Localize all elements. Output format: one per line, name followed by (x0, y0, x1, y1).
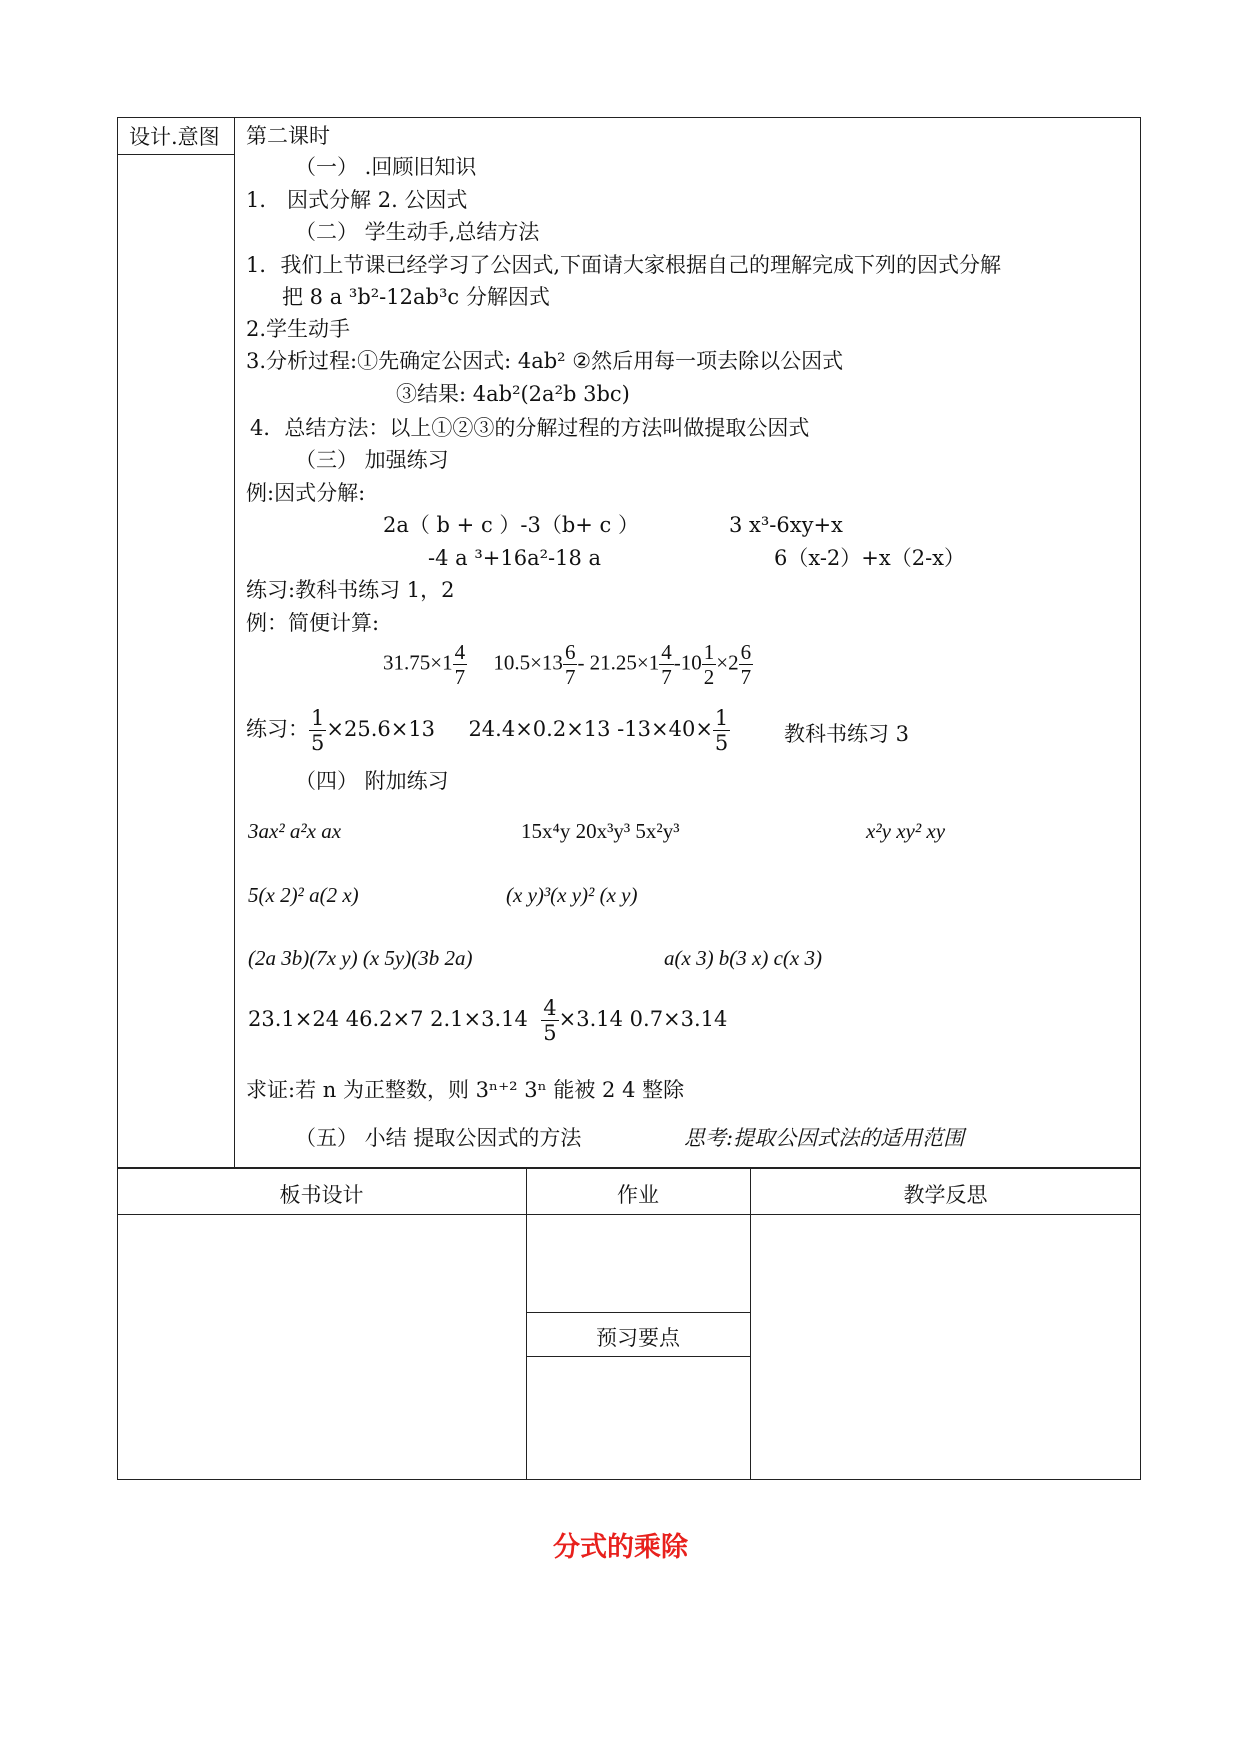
proof-line: 求证:若 n 为正整数，则 3ⁿ⁺² 3ⁿ 能被 2 4 整除 (246, 1078, 685, 1102)
extra-exercise-2a: 5(x 2)² a(2 x) (248, 883, 359, 907)
homework-divider-1 (526, 1312, 750, 1313)
extra-exercise-4a: 23.1×24 46.2×7 2.1×3.14 (248, 1007, 528, 1031)
next-lesson-title: 分式的乘除 (553, 1532, 688, 1563)
fraction: $\frac{4}{5}$ (543, 996, 557, 1045)
calc-term-b1: 10.5×13 (493, 650, 563, 675)
example-2b: 6（x-2）+x（2-x） (774, 546, 966, 570)
extra-exercise-4b: ×3.14 0.7×3.14 (558, 1007, 728, 1031)
calc-heading: 例：简便计算: (246, 611, 380, 635)
extra-exercise-1a: 3ax² a²x ax (248, 819, 342, 843)
extra-exercise-4 (248, 996, 727, 1045)
table-column-divider (234, 117, 235, 1169)
section-2-line-4: 3.分析过程:①先确定公因式: 4ab² ②然后用每一项去除以公因式 (246, 349, 844, 373)
fraction: $\frac{6}{7}$ (564, 640, 576, 689)
extra-exercise-1b: 15x⁴y 20x³y³ 5x²y³ (521, 819, 680, 843)
bottom-header-divider (117, 1214, 1141, 1215)
homework-header: 作业 (617, 1183, 659, 1207)
section-2-line-5: ③结果: 4ab²(2a²b 3bc) (396, 382, 630, 406)
label-row-divider (117, 154, 235, 155)
board-design-header: 板书设计 (279, 1183, 364, 1207)
section-5-heading: （五） 小结 提取公因式的方法 (295, 1126, 582, 1150)
extra-exercise-3b: a(x 3) b(3 x) c(x 3) (664, 946, 822, 970)
calc-term-b3: -10 (673, 650, 702, 675)
reflection-header: 教学反思 (903, 1183, 988, 1207)
section-2-line-6: 4．总结方法：以上①②③的分解过程的方法叫做提取公因式 (250, 416, 810, 440)
extra-exercise-3a: (2a 3b)(7x y) (x 5y)(3b 2a) (248, 946, 473, 970)
section-4-heading: （四） 附加练习 (295, 769, 449, 793)
section-2-line-2: 把 8 a ³b²-12ab³c 分解因式 (282, 285, 550, 309)
section-2-line-1: 1．我们上节课已经学习了公因式,下面请大家根据自己的理解完成下列的因式分解 (246, 253, 1002, 277)
homework-divider-2 (526, 1356, 750, 1357)
preview-points-label: 预习要点 (596, 1326, 680, 1350)
example-1a: 2a（ b + c ）-3（b+ c ） (383, 513, 639, 537)
section-2-line-3: 2.学生动手 (246, 317, 351, 341)
bottom-divider-2 (750, 1167, 751, 1480)
fraction: $\frac{1}{2}$ (703, 640, 715, 689)
fraction: $\frac{4}{7}$ (454, 640, 466, 689)
practice-expression (246, 706, 730, 755)
extra-exercise-2b: (x y)³(x y)² (x y) (506, 883, 638, 907)
section-3-heading: （三） 加强练习 (295, 448, 449, 472)
fraction: $\frac{4}{7}$ (661, 640, 672, 689)
calc-term-b4: ×2 (716, 650, 739, 675)
section-2-heading: （二） 学生动手,总结方法 (295, 220, 540, 244)
practice-label: 练习： (246, 717, 309, 741)
fraction: $\frac{6}{7}$ (740, 640, 752, 689)
section-1-items: 1． 因式分解 2. 公因式 (246, 188, 468, 212)
practice-book: 教科书练习 3 (784, 722, 910, 746)
calc-term-b2: - 21.25×1 (577, 650, 660, 675)
example-2a: -4 a ³+16a²-18 a (428, 546, 602, 570)
section-3-example: 例:因式分解: (246, 481, 366, 505)
fraction: $\frac{1}{5}$ (714, 706, 729, 755)
extra-exercise-1c: x²y xy² xy (866, 819, 946, 843)
calc-expression (383, 640, 753, 689)
design-intent-label: 设计.意图 (129, 125, 220, 149)
practice-term-b: 24.4×0.2×13 -13×40× (468, 717, 713, 741)
section-5-think: 思考:提取公因式法的适用范围 (684, 1126, 965, 1150)
practice-line: 练习:教科书练习 1，2 (246, 578, 455, 602)
fraction: $\frac{1}{5}$ (311, 706, 325, 755)
calc-term-a: 31.75×1 (383, 650, 453, 675)
practice-term-a: ×25.6×13 (326, 717, 436, 741)
section-1-heading: （一） .回顾旧知识 (295, 155, 477, 179)
example-1b: 3 x³-6xy+x (729, 513, 843, 537)
lesson-title: 第二课时 (246, 124, 330, 148)
